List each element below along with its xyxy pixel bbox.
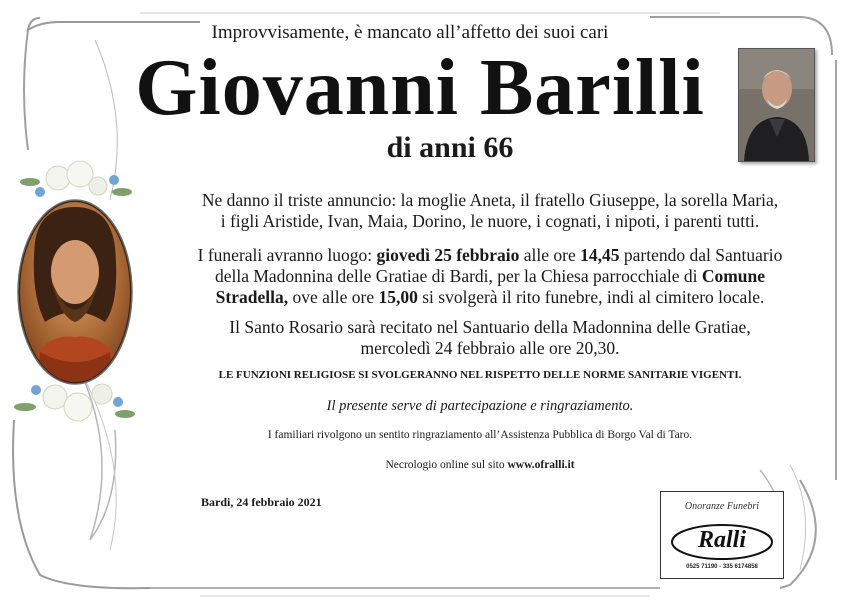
online-obituary: Necrologio online sul sito www.ofralli.it [385,459,575,471]
funeral-date: giovedì 25 febbraio [376,245,520,265]
sanitary-notice: LE FUNZIONI RELIGIOSE SI SVOLGERANNO NEL RISPETTO DELLE NORME SANITARIE VIGENTI. [218,369,742,381]
funeral-line-3: Stradella, ove alle ore 15,00 si svolgerà il rito funebre, indi al cimitero locale. [215,287,765,307]
thanks-text: I familiari rivolgono un sentito ringraziamento all’Assistenza Pubblica di Borgo Val di Taro. [267,429,693,441]
announcement-line: Ne danno il triste annuncio: la moglie Aneta, il fratello Giuseppe, la sorella Maria, [201,190,779,210]
funeral-paragraph [150,245,830,308]
deceased-name: Giovanni Barilli [135,44,705,132]
rosary-line: Il Santo Rosario sarà recitato nel Santuario della Madonnina delle Gratiae, [229,317,751,337]
rosary-line: mercoledì 24 febbraio alle ore 20,30. [360,338,620,358]
funeral-home-logo [660,491,784,579]
place-date: Bardi, 24 febbraio 2021 [201,495,322,509]
logo-brand: Ralli [697,527,746,553]
deceased-age: di anni 66 [386,131,514,164]
announcement-paragraph [150,190,830,232]
logo-phone: 0525 71190 - 335 6174858 [686,564,758,570]
rite-time: 15,00 [378,287,418,307]
funeral-line-1: I funerali avranno luogo: giovedì 25 febbraio alle ore 14,45 partendo dal Santuario [197,245,783,265]
funeral-line-2: della Madonnina delle Gratiae di Bardi, per la Chiesa parrocchiale di Comune [214,266,766,286]
participation-text: Il presente serve di partecipazione e ringraziamento. [326,398,634,414]
church-name: Comune [701,266,766,286]
deceased-photo [738,48,815,162]
announcement-line: i figli Aristide, Ivan, Maia, Dorino, le nuore, i cognati, i nipoti, i parenti tutti. [220,211,760,231]
jesus-portrait-with-flowers [10,152,140,432]
rosary-paragraph [150,317,830,359]
white-roses-bottom [14,384,135,421]
funeral-time: 14,45 [580,245,620,265]
website-link[interactable]: www.ofralli.it [507,459,575,471]
logo-subtitle: Onoranze Funebri [684,501,760,512]
intro-text: Improvvisamente, è mancato all’affetto dei suoi cari [211,22,609,43]
white-roses-top [20,161,132,197]
